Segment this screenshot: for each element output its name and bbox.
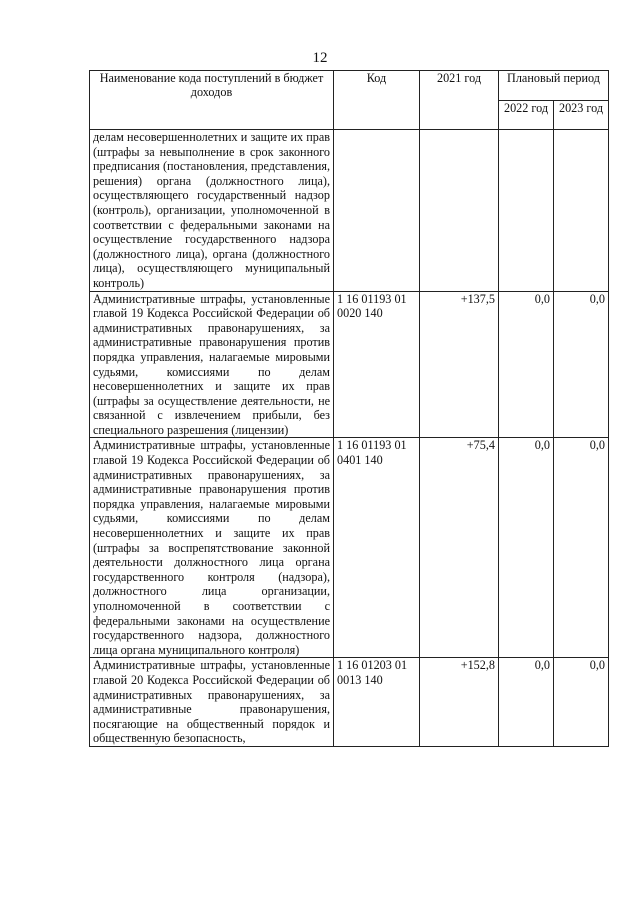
header-name: Наименование кода поступлений в бюджет доходов <box>90 71 334 130</box>
row-value-2022: 0,0 <box>499 291 554 438</box>
revenue-table <box>89 70 609 747</box>
row-value-2023: 0,0 <box>554 658 609 747</box>
table-row <box>90 438 609 658</box>
row-value-2021: +75,4 <box>420 438 499 658</box>
row-value-2021: +137,5 <box>420 291 499 438</box>
row-value-2023 <box>554 130 609 292</box>
header-code: Код <box>334 71 420 130</box>
row-name: Административные штрафы, установленные главой 19 Кодекса Российской Федерации об административных правонарушениях, за административные правонарушения против порядка управления, налагаемые мировыми судьями, комиссиями по делам несовершеннолетних и защите их прав (штрафы за воспрепятствование законной деятельности должностного лица органа государственного контроля (надзора), должностного лица организации, уполномоченной в соответствии с федеральными законами на осуществление государственного надзора, должностного лица органа муниципального контроля) <box>90 438 334 658</box>
row-name: делам несовершеннолетних и защите их прав (штрафы за невыполнение в срок законного предписания (постановления, представления, решения) органа (должностного лица), осуществляющего государственный надзор (контроль), организации, уполномоченной в соответствии с федеральными законами на осуществление государственного надзора (должностного лица), органа (должностного лица), осуществляющего муниципальный контроль) <box>90 130 334 292</box>
table-row <box>90 658 609 747</box>
table-row <box>90 130 609 292</box>
row-value-2023: 0,0 <box>554 291 609 438</box>
table-header-row <box>90 71 609 101</box>
row-code: 1 16 01203 01 0013 140 <box>334 658 420 747</box>
row-value-2022 <box>499 130 554 292</box>
row-value-2022: 0,0 <box>499 658 554 747</box>
header-2021: 2021 год <box>420 71 499 130</box>
row-value-2021 <box>420 130 499 292</box>
row-value-2023: 0,0 <box>554 438 609 658</box>
header-2023: 2023 год <box>554 100 609 130</box>
row-name: Административные штрафы, установленные главой 20 Кодекса Российской Федерации об административных правонарушениях, за административные правонарушения, посягающие на общественный порядок и общественную безопасность, <box>90 658 334 747</box>
table-row <box>90 291 609 438</box>
row-name: Административные штрафы, установленные главой 19 Кодекса Российской Федерации об административных правонарушениях, за административные правонарушения против порядка управления, налагаемые мировыми судьями, комиссиями по делам несовершеннолетних и защите их прав (штрафы за осуществление деятельности, не связанной с извлечением прибыли, без специального разрешения (лицензии) <box>90 291 334 438</box>
header-plan-period: Плановый период <box>499 71 609 101</box>
page-number: 12 <box>312 50 328 66</box>
header-2022: 2022 год <box>499 100 554 130</box>
row-code: 1 16 01193 01 0020 140 <box>334 291 420 438</box>
row-code <box>334 130 420 292</box>
row-code: 1 16 01193 01 0401 140 <box>334 438 420 658</box>
row-value-2022: 0,0 <box>499 438 554 658</box>
row-value-2021: +152,8 <box>420 658 499 747</box>
